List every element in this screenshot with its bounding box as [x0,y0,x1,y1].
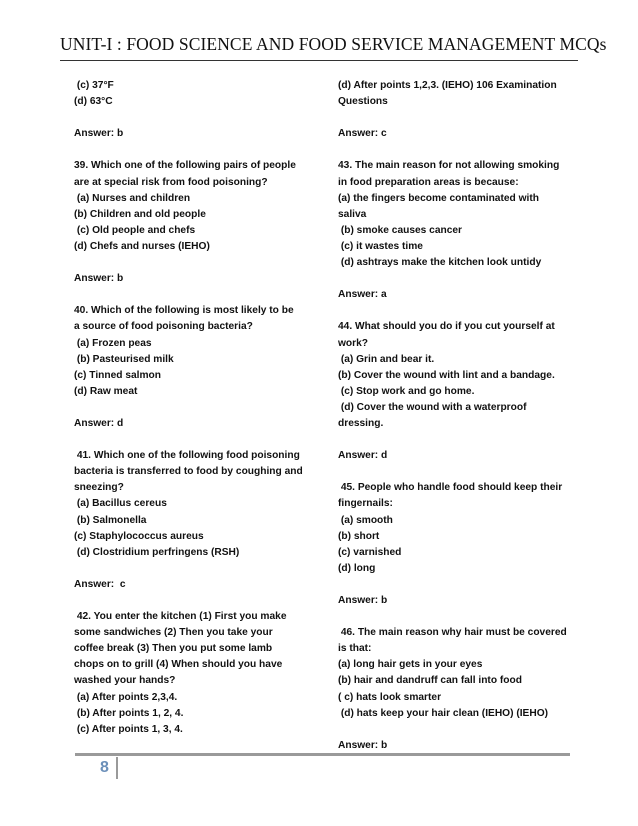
left-column-line: Answer: b [74,273,124,285]
page-title: UNIT-I : FOOD SCIENCE AND FOOD SERVICE MANAGEMENT MCQs [60,34,607,54]
left-column-line: Answer: c [74,578,126,590]
right-column-line: (b) Cover the wound with lint and a bandage. [338,369,555,381]
right-column-line: fingernails: [338,498,393,510]
right-column-line [338,432,567,448]
page-number: 8 [100,759,109,776]
left-column-line: 40. Which of the following is most likely to be [74,305,294,317]
left-text-column [74,78,303,738]
right-column-line: Answer: b [338,739,388,751]
right-column-line: saliva [338,208,367,220]
header-divider [60,60,578,61]
left-column-line [74,561,303,577]
right-column-line: (a) Grin and bear it. [338,353,435,365]
right-column-line [338,142,567,158]
left-column-line [74,255,303,271]
right-column-line: (d) hats keep your hair clean (IEHO) (IEHO) [338,707,549,719]
right-column-line: is that: [338,643,372,655]
left-column-line: sneezing? [74,482,124,494]
left-column-line: (d) 63°C [74,96,113,108]
right-text-column [338,78,567,754]
left-column-line: (a) After points 2,3,4. [74,691,178,703]
right-column-line: work? [338,337,369,349]
left-column-line: (d) Raw meat [74,385,138,397]
left-column-line: coffee break (3) Then you put some lamb [74,643,273,655]
left-column-line: (c) 37°F [74,80,114,91]
right-column-line: (a) smooth [338,514,393,526]
left-column-line: Answer: d [74,417,124,429]
left-column-line: some sandwiches (2) Then you take your [74,627,273,639]
right-column-line: Answer: b [338,595,388,606]
right-column-line: (d) long [338,562,376,574]
left-column-line: (a) Bacillus cereus [74,498,167,510]
left-column-line [74,287,303,303]
right-column-line: (d) After points 1,2,3. (IEHO) 106 Examination [338,80,557,91]
footer-divider [75,753,570,756]
right-column-line [338,303,567,319]
left-column-line: chops on to grill (4) When should you have [74,659,283,671]
left-column-line: Answer: b [74,128,124,140]
page-number-divider [116,757,118,779]
left-column-line: (d) Clostridium perfringens (RSH) [74,546,240,558]
left-column-line [74,110,303,126]
right-column-line: (c) it wastes time [338,240,423,252]
left-column-line: (b) After points 1, 2, 4. [74,707,184,719]
right-column-line: (b) hair and dandruff can fall into food [338,675,522,687]
right-column-line: Answer: c [338,128,387,140]
right-column-line [338,464,567,480]
right-column-line [338,110,567,126]
left-column-line: washed your hands? [74,675,176,687]
left-column-line: 41. Which one of the following food poisoning [74,450,300,462]
right-column-line: in food preparation areas is because: [338,176,519,188]
left-column-line [74,142,303,158]
left-column-line: (b) Children and old people [74,208,206,220]
right-column-line: (d) ashtrays make the kitchen look untidy [338,257,542,269]
left-column-line: (a) Nurses and children [74,192,191,204]
left-column-line [74,432,303,448]
right-column-line: (c) Stop work and go home. [338,385,475,397]
left-column-line: (c) Staphylococcus aureus [74,530,204,542]
right-column-line: (c) varnished [338,546,402,558]
left-column-line: (c) After points 1, 3, 4. [74,723,183,735]
right-column-line [338,609,567,625]
left-column-line: (c) Tinned salmon [74,369,161,381]
left-column-line: (d) Chefs and nurses (IEHO) [74,240,210,252]
right-column-line: 43. The main reason for not allowing smoking [338,160,560,172]
left-column-line: (a) Frozen peas [74,337,152,349]
right-column-line: Answer: a [338,289,387,301]
right-column-line: Answer: d [338,450,388,462]
right-column-line: ( c) hats look smarter [338,691,442,703]
right-column-line: 44. What should you do if you cut yourself at [338,321,555,333]
left-column-line [74,593,303,609]
right-column-line [338,271,567,287]
right-column-line: (a) the fingers become contaminated with [338,192,539,204]
right-column-line: (b) smoke causes cancer [338,224,463,236]
left-column-line: a source of food poisoning bacteria? [74,321,253,333]
right-column-line: dressing. [338,417,384,429]
right-column-line: (a) long hair gets in your eyes [338,659,483,671]
right-column-line: (b) short [338,530,380,542]
left-column-line: (b) Salmonella [74,514,147,526]
right-column-line [338,577,567,593]
left-column-line: bacteria is transferred to food by coughing and [74,466,303,478]
left-column-line: 39. Which one of the following pairs of people [74,160,296,172]
left-column-line: (c) Old people and chefs [74,224,196,236]
right-column-line: Questions [338,96,388,108]
right-column-line: (d) Cover the wound with a waterproof [338,401,527,413]
left-column-line: (b) Pasteurised milk [74,353,174,365]
right-column-line: 46. The main reason why hair must be covered [338,627,567,639]
right-column-line [338,722,567,738]
right-column-line: 45. People who handle food should keep their [338,482,563,494]
left-column-line: are at special risk from food poisoning? [74,176,268,188]
left-column-line: 42. You enter the kitchen (1) First you make [74,611,287,623]
left-column-line [74,400,303,416]
